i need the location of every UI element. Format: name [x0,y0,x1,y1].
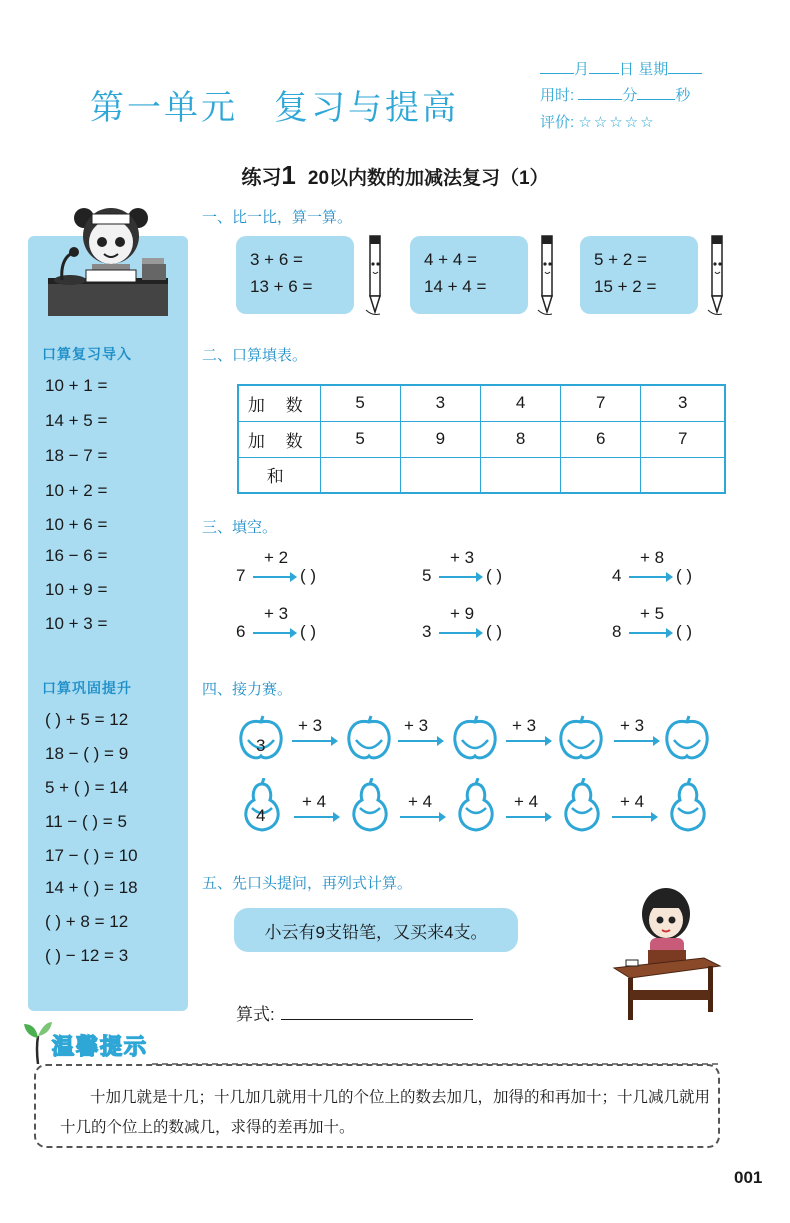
table-cell: 5 [320,421,400,457]
arrow-icon [629,632,671,634]
table-cell: 7 [561,385,641,421]
formula-line: 算式: [236,1000,473,1025]
table-cell: 5 [320,385,400,421]
fill-blank[interactable]: ( ) [300,566,317,585]
answer-cell[interactable] [320,457,400,493]
arrow-icon [612,816,656,818]
fill-op: + 3 [450,548,475,567]
practice-item-8: ( ) − 12 = 3 [45,946,129,965]
practice-item-7: ( ) + 8 = 12 [45,912,129,931]
practice-item-2: 18 − ( ) = 9 [45,744,129,763]
pear-icon [346,778,394,834]
fill-start: 8 [612,622,622,641]
arrow-icon [439,576,481,578]
relay-op: + 3 [404,716,429,735]
calc-box-2-line2: 14 + 4 = [424,277,487,296]
tip-text: 十加几就是十几；十几加几就用十几的个位上的数去加几，加得的和再加十；十几减几就用十几的个位上的数减几，求得的差再加十。 [60,1088,711,1136]
table-cell: 3 [641,385,725,421]
answer-cell[interactable] [561,457,641,493]
relay-op: + 3 [512,716,537,735]
table-row [238,457,725,493]
exercise-title: 练习1 20以内数的加减法复习（1） [241,160,549,190]
fill-blank[interactable]: ( ) [300,622,317,641]
relay-op: + 4 [620,792,645,811]
table-cell: 8 [480,421,560,457]
arrow-icon [294,816,338,818]
left-head-practice: 口算巩固提升 [42,680,132,696]
pencil-icon [536,232,558,318]
fill-start: 3 [422,622,432,641]
apple-icon [662,714,712,762]
tip-title-divider [152,1046,720,1066]
fill-op: + 5 [640,604,665,623]
pear-icon [664,778,712,834]
calc-box-1 [236,236,354,314]
arrow-icon [506,816,550,818]
relay-start-pear: 4 [256,806,266,825]
answer-cell[interactable] [400,457,480,493]
fill-start: 7 [236,566,246,585]
section-2-title: 二、口算填表。 [202,347,308,364]
arrow-icon [253,576,295,578]
fill-op: + 9 [450,604,475,623]
unit-title [90,80,459,129]
review-item-4: 10 + 2 = [45,481,108,500]
pencil-icon [706,232,728,318]
calc-box-2 [410,236,528,314]
review-item-2: 14 + 5 = [45,411,108,430]
review-item-5: 10 + 6 = [45,515,108,534]
relay-start-apple: 3 [256,736,266,755]
formula-answer-blank[interactable] [281,1004,473,1020]
calc-box-1-line1: 3 + 6 = [250,250,303,269]
arrow-icon [506,740,550,742]
arrow-icon [253,632,295,634]
table-cell: 9 [400,421,480,457]
relay-op: + 4 [302,792,327,811]
rating-stars: ☆☆☆☆☆ [578,114,656,131]
tip-title: 温馨提示 [52,1034,149,1059]
table-cell: 3 [400,385,480,421]
practice-item-5: 17 − ( ) = 10 [45,846,138,865]
section-1-title: 一、比一比，算一算。 [202,209,353,226]
arrow-icon [614,740,658,742]
table-row-head: 加 数 [238,385,320,421]
reading-girl-illustration [44,192,174,322]
fill-blank[interactable]: ( ) [676,622,693,641]
pencil-icon [364,232,386,318]
pear-icon [558,778,606,834]
fill-start: 4 [612,566,622,585]
answer-cell[interactable] [480,457,560,493]
table-row [238,385,725,421]
practice-item-1: ( ) + 5 = 12 [45,710,129,729]
left-head-review: 口算复习导入 [42,346,132,362]
review-item-7: 10 + 9 = [45,580,108,599]
table-row-head: 和 [238,457,320,493]
review-item-1: 10 + 1 = [45,376,108,395]
relay-op: + 4 [408,792,433,811]
date-line: 月 日 星期 [540,58,702,79]
arrow-icon [439,632,481,634]
calc-box-3 [580,236,698,314]
practice-item-6: 14 + ( ) = 18 [45,878,138,897]
unit-title-number: 第一单元 [90,88,238,128]
practice-item-3: 5 + ( ) = 14 [45,778,129,797]
section-3-title: 三、填空。 [202,519,278,536]
fill-blank[interactable]: ( ) [676,566,693,585]
fill-blank[interactable]: ( ) [486,622,503,641]
fill-blank[interactable]: ( ) [486,566,503,585]
time-line: 用时: 分 秒 [540,87,691,104]
pear-icon [452,778,500,834]
answer-cell[interactable] [641,457,725,493]
fill-start: 5 [422,566,432,585]
review-item-6: 16 − 6 = [45,546,108,565]
table-cell: 7 [641,421,725,457]
arrow-icon [292,740,336,742]
table-cell: 4 [480,385,560,421]
table-row [238,421,725,457]
review-item-3: 18 − 7 = [45,446,108,465]
section-5-title: 五、先口头提问，再列式计算。 [202,875,413,892]
section-4-title: 四、接力赛。 [202,681,293,698]
unit-title-name: 复习与提高 [274,88,459,128]
calc-box-1-line2: 13 + 6 = [250,277,313,296]
fill-op: + 2 [264,548,289,567]
relay-op: + 3 [620,716,645,735]
girl-at-desk-illustration [604,884,724,1024]
practice-item-4: 11 − ( ) = 5 [45,812,127,831]
arrow-icon [398,740,442,742]
rating-line: 评价: ☆☆☆☆☆ [540,114,656,131]
table-row-head: 加 数 [238,421,320,457]
fill-op: + 8 [640,548,665,567]
relay-op: + 3 [298,716,323,735]
page-number: 001 [734,1168,763,1187]
fill-op: + 3 [264,604,289,623]
addition-table [237,384,726,494]
sprout-icon [22,1018,52,1064]
table-cell: 6 [561,421,641,457]
calc-box-3-line1: 5 + 2 = [594,250,647,269]
relay-op: + 4 [514,792,539,811]
apple-icon [450,714,500,762]
apple-icon [344,714,394,762]
speech-bubble: 小云有9支铅笔，又买来4支。 [234,908,518,952]
apple-icon [556,714,606,762]
review-item-8: 10 + 3 = [45,614,108,633]
calc-box-2-line1: 4 + 4 = [424,250,477,269]
arrow-icon [400,816,444,818]
calc-box-3-line2: 15 + 2 = [594,277,657,296]
fill-start: 6 [236,622,246,641]
arrow-icon [629,576,671,578]
